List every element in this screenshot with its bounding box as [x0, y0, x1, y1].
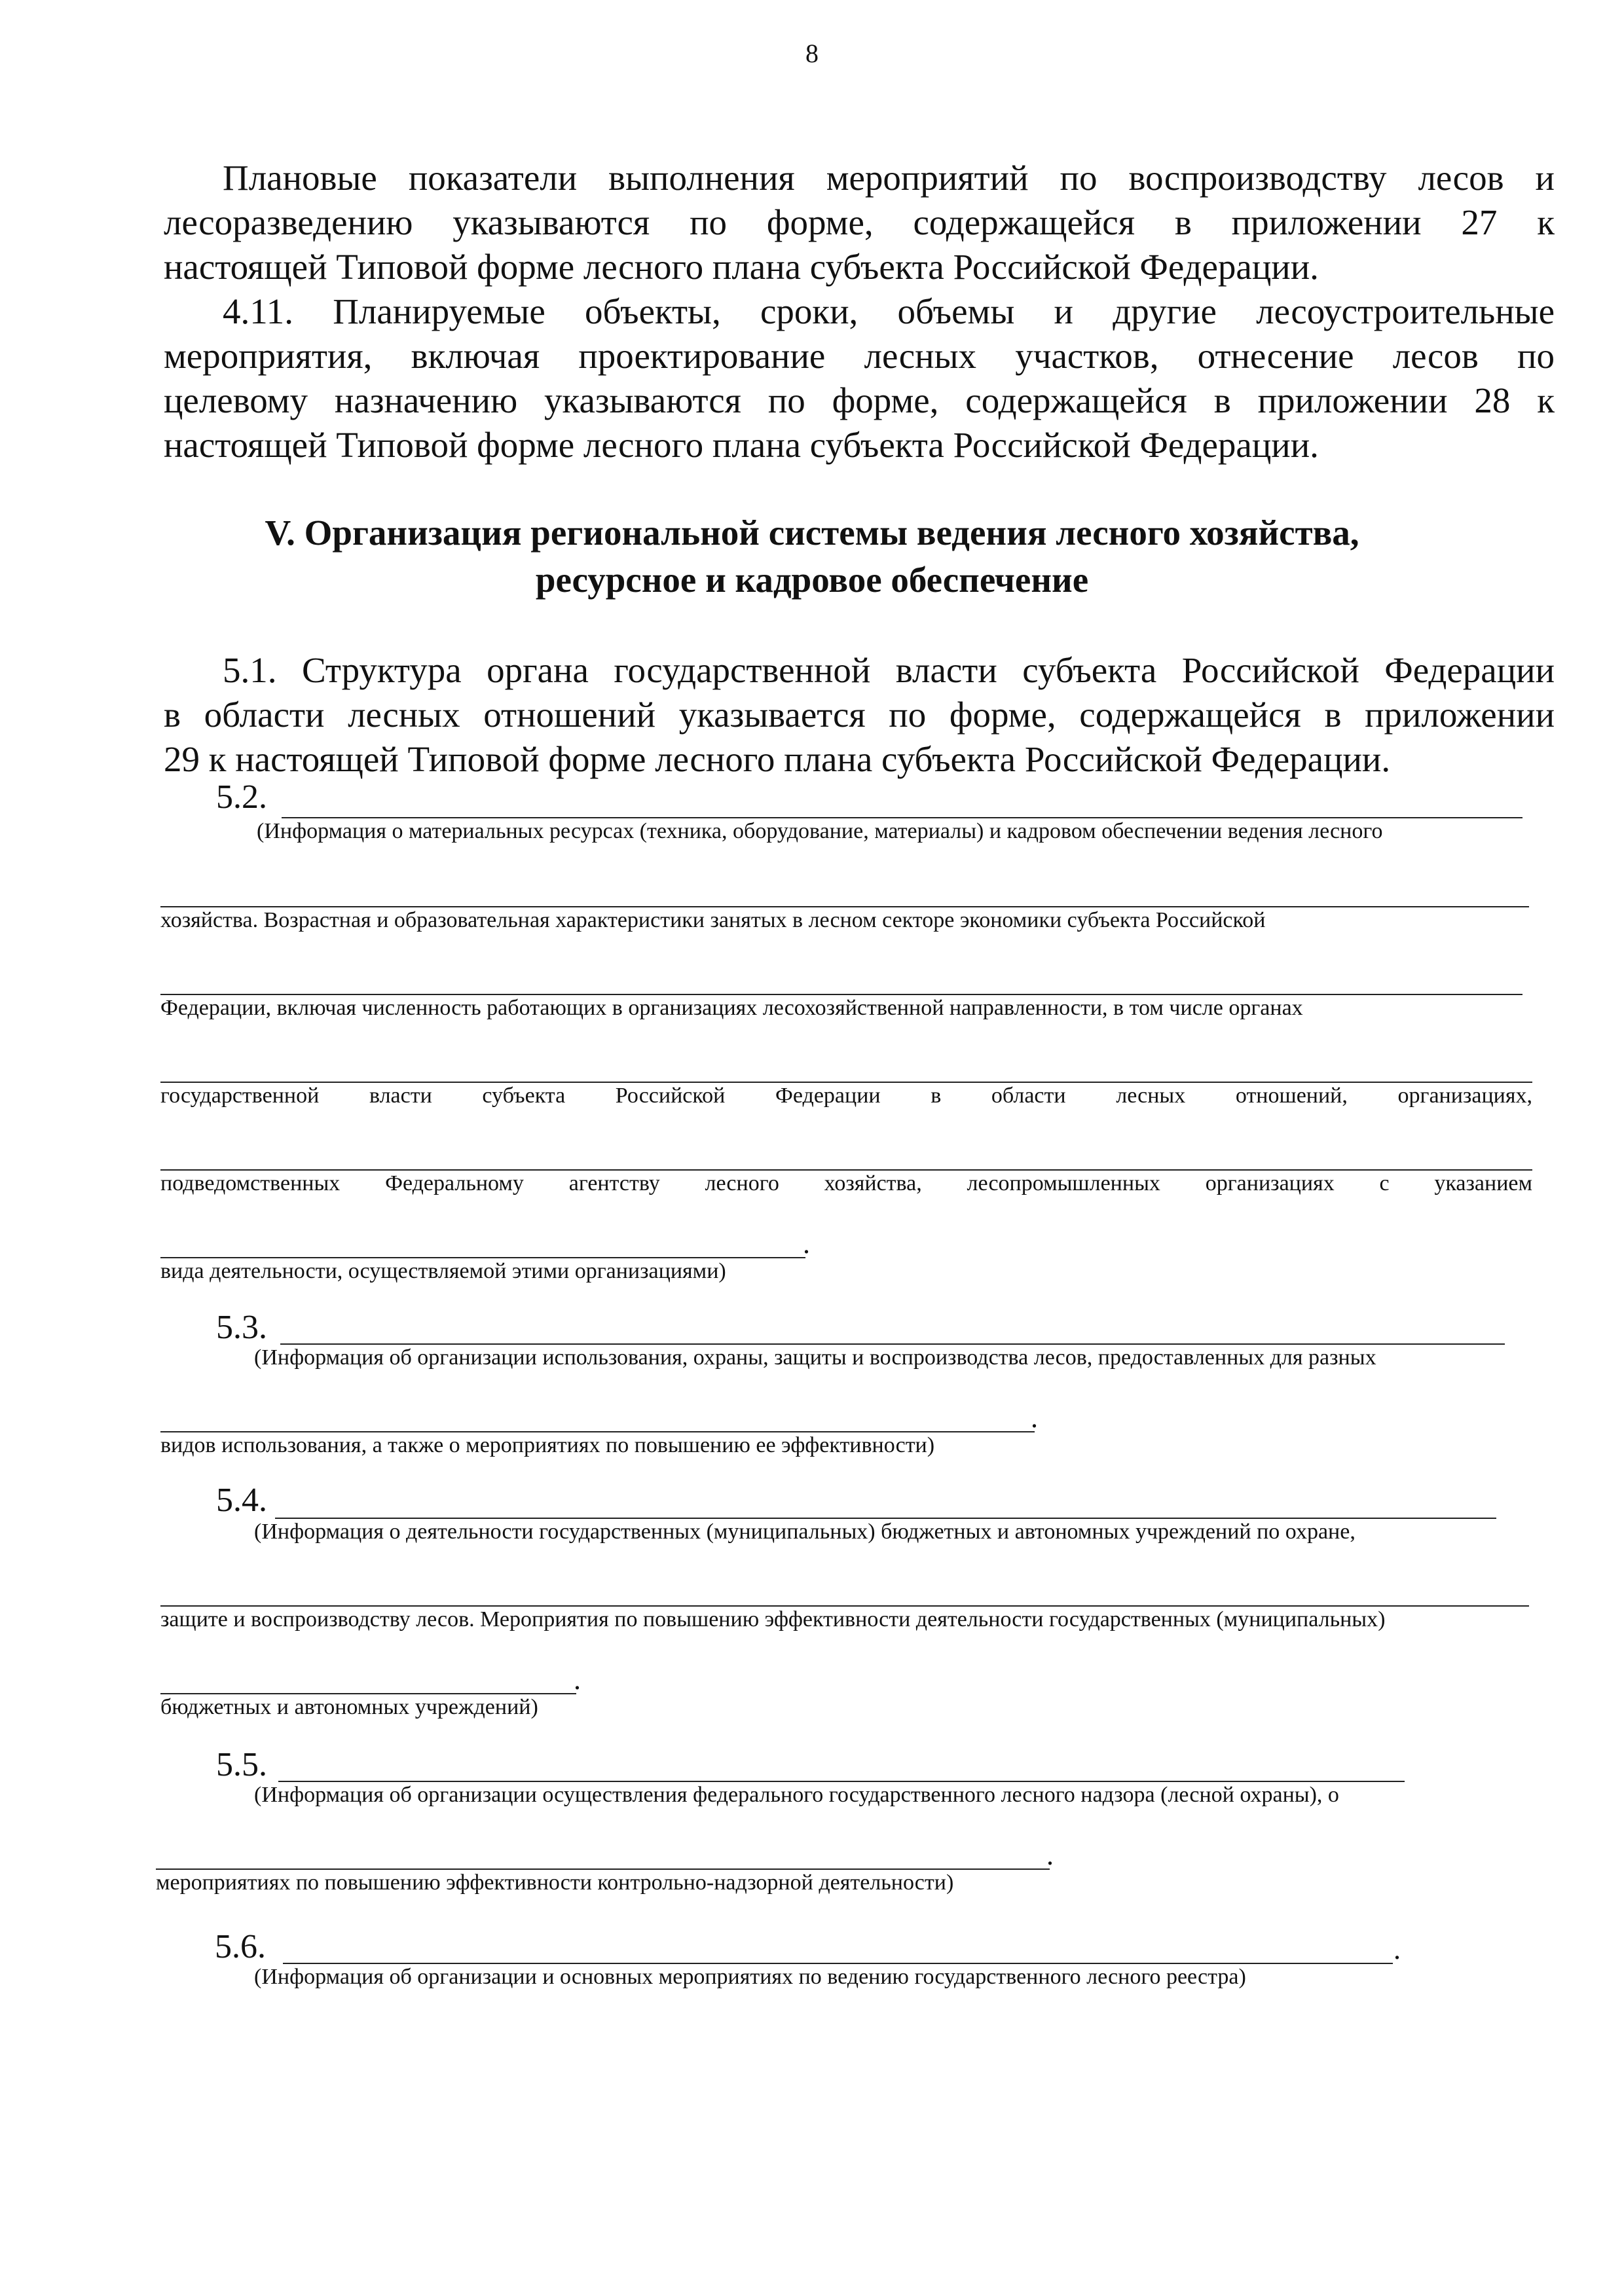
item-5-6-number: 5.6.: [215, 1928, 266, 1965]
section-title-line-1: V. Организация региональной системы ведения лесного хозяйства,: [265, 513, 1359, 553]
p411-line-2: мероприятия, включая проектирование лесных участков, отнесение лесов по: [164, 336, 1555, 376]
item-5-4-number: 5.4.: [216, 1482, 267, 1519]
item-5-2-hint-4: государственной власти субъекта Российской Федерации в области лесных отношений, организациях,: [160, 1084, 1532, 1108]
item-5-5-hint-1: (Информация об организации осуществления федерального государственного лесного надзора (лесной охраны), о: [254, 1783, 1339, 1807]
item-5-3-dot: .: [1031, 1402, 1038, 1434]
section-title-line-2: ресурсное и кадровое обеспечение: [535, 560, 1089, 600]
intro-line-2: лесоразведению указываются по форме, содержащейся в приложении 27 к: [164, 202, 1555, 242]
item-5-6-hint-1: (Информация об организации и основных мероприятиях по ведению государственного лесного реестра): [254, 1965, 1246, 1989]
intro-line-3: настоящей Типовой форме лесного плана субъекта Российской Федерации.: [164, 247, 1319, 287]
p51-line-1: 5.1. Структура органа государственной власти субъекта Российской Федерации: [223, 650, 1555, 690]
item-5-2-hint-2: хозяйства. Возрастная и образовательная характеристики занятых в лесном секторе экономики субъекта Российской: [160, 908, 1266, 932]
item-5-5-number: 5.5.: [216, 1746, 267, 1783]
item-5-2-hint-1: (Информация о материальных ресурсах (техника, оборудование, материалы) и кадровом обеспечении ведения лесного: [257, 819, 1383, 843]
intro-line-1: Плановые показатели выполнения мероприятий по воспроизводству лесов и: [223, 158, 1555, 198]
item-5-4-hint-2: защите и воспроизводству лесов. Мероприятия по повышению эффективности деятельности государственных (муниципальных): [160, 1607, 1386, 1631]
item-5-3-hint-1: (Информация об организации использования, охраны, защиты и воспроизводства лесов, предоставленных для разных: [254, 1345, 1376, 1370]
item-5-4-dot: .: [574, 1664, 581, 1696]
p411-line-1: 4.11. Планируемые объекты, сроки, объемы и другие лесоустроительные: [223, 291, 1555, 331]
intro-paragraph: [164, 156, 1555, 289]
p51-line-2: в области лесных отношений указывается по форме, содержащейся в приложении: [164, 695, 1555, 735]
item-5-5-dot: .: [1046, 1839, 1054, 1871]
item-5-2-hint-5: подведомственных Федеральному агентству лесного хозяйства, лесопромышленных организациях с указанием: [160, 1171, 1532, 1195]
item-5-2-number: 5.2.: [216, 778, 267, 816]
item-5-4-hint-3: бюджетных и автономных учреждений): [160, 1695, 538, 1719]
p51-line-3: 29 к настоящей Типовой форме лесного плана субъекта Российской Федерации.: [164, 739, 1391, 779]
page-number: 8: [805, 39, 819, 68]
item-5-2-hint-6: вида деятельности, осуществляемой этими организациями): [160, 1259, 726, 1283]
item-5-2-hint-3: Федерации, включая численность работающих в организациях лесохозяйственной направленности, в том числе органах: [160, 996, 1303, 1020]
paragraph-4-11: [164, 289, 1555, 467]
item-5-4-hint-1: (Информация о деятельности государственных (муниципальных) бюджетных и автономных учреждений по охране,: [254, 1520, 1356, 1544]
p411-line-3: целевому назначению указываются по форме, содержащейся в приложении 28 к: [164, 380, 1555, 420]
p411-line-4: настоящей Типовой форме лесного плана субъекта Российской Федерации.: [164, 425, 1319, 465]
item-5-3-number: 5.3.: [216, 1309, 267, 1346]
item-5-5-hint-2: мероприятиях по повышению эффективности контрольно-надзорной деятельности): [156, 1870, 954, 1895]
paragraph-5-1: [164, 648, 1555, 782]
section-title: [0, 509, 1624, 604]
item-5-6-dot: .: [1393, 1933, 1401, 1965]
item-5-3-hint-2: видов использования, а также о мероприятиях по повышению ее эффективности): [160, 1433, 935, 1457]
item-5-2-dot: .: [803, 1228, 810, 1260]
